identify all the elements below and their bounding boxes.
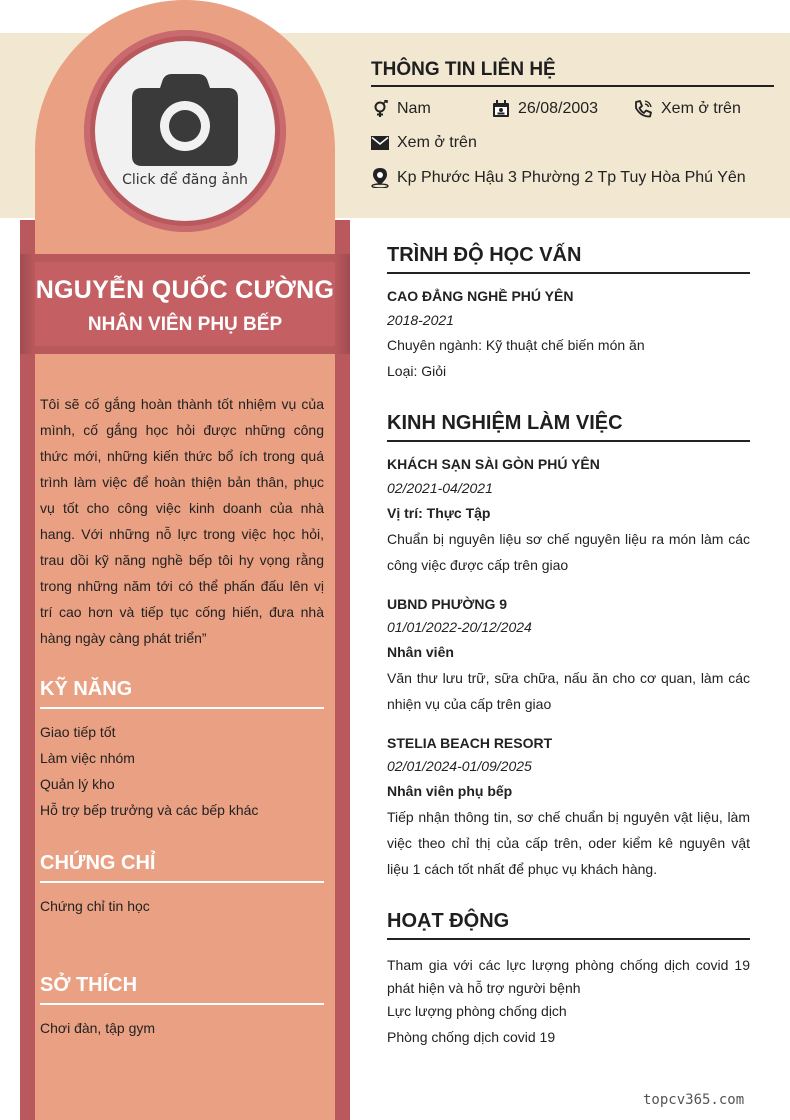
location-pin-icon <box>371 168 389 188</box>
phone-value: Xem ở trên <box>661 100 741 117</box>
job-position: NHÂN VIÊN PHỤ BẾP <box>87 314 283 335</box>
birthday-row <box>492 100 598 118</box>
gender-value: Nam <box>397 100 431 117</box>
career-summary: Tôi sẽ cố gắng hoàn thành tốt nhiệm vụ của mình, cố gắng học hỏi được những công thức mới, những kiến thức bổ ích trong quá trình làm việc để hoàn thiện bản thân, phục vụ tốt cho công việc kinh doanh của nhà hang. Với những nỗ lực trong việc học hỏi, trau dồi kỹ năng nghề bếp tôi hy vọng rằng trong những năm tới có thể phấn đấu lên vị trí cao hơn và tiếp tục cống hiến, đưa nhà hàng ngày càng phát triển” <box>40 396 324 646</box>
activities-heading: HOẠT ĐỘNG <box>387 910 750 940</box>
job-org: KHÁCH SẠN SÀI GÒN PHÚ YÊN <box>387 456 600 472</box>
activity-item: Lực lượng phòng chống dịch <box>387 1003 567 1019</box>
job-role: Nhân viên <box>387 644 454 660</box>
experience-heading: KINH NGHIỆM LÀM VIỆC <box>387 412 750 442</box>
school-name: CAO ĐẲNG NGHỀ PHÚ YÊN <box>387 288 574 304</box>
certificates-heading: CHỨNG CHỈ <box>40 852 324 883</box>
job-period: 02/01/2024-01/09/2025 <box>387 758 532 774</box>
address-row <box>371 168 746 188</box>
certificate-item: Chứng chỉ tin học <box>40 898 150 914</box>
education-major: Chuyên ngành: Kỹ thuật chế biến món ăn <box>387 337 645 353</box>
skill-item: Quản lý kho <box>40 776 115 792</box>
address-value: Kp Phước Hậu 3 Phường 2 Tp Tuy Hòa Phú Yên <box>397 169 746 186</box>
job-description: Văn thư lưu trữ, sữa chữa, nấu ăn cho cơ quan, làm các nhiện vụ của cấp trên giao <box>387 670 750 712</box>
activity-item: Phòng chống dịch covid 19 <box>387 1029 556 1045</box>
activity-item: Tham gia với các lực lượng phòng chống dịch covid 19 phát hiện và hỗ trợ người bệnh <box>387 957 750 996</box>
job-description: Chuẩn bị nguyên liệu sơ chế nguyên liệu ra món làm các công việc được cấp trên giao <box>387 531 750 573</box>
skills-heading: KỸ NĂNG <box>40 678 324 709</box>
skill-item: Làm việc nhóm <box>40 750 135 766</box>
avatar-upload[interactable] <box>96 42 274 220</box>
education-heading: TRÌNH ĐỘ HỌC VẤN <box>387 244 750 274</box>
gender-icon <box>371 100 389 118</box>
contact-heading: THÔNG TIN LIÊN HỆ <box>371 59 774 87</box>
hobby-item: Chơi đàn, tập gym <box>40 1020 156 1036</box>
education-rank: Loại: Giỏi <box>387 363 447 379</box>
birthday-value: 26/08/2003 <box>518 100 599 117</box>
job-role: Nhân viên phụ bếp <box>387 783 513 799</box>
full-name: NGUYỄN QUỐC CƯỜNG <box>35 276 335 304</box>
envelope-icon <box>371 136 389 150</box>
skill-item: Hỗ trợ bếp trưởng và các bếp khác <box>40 802 259 818</box>
job-period: 01/01/2022-20/12/2024 <box>387 619 532 635</box>
watermark-footer: topcv365.com <box>643 1092 745 1108</box>
job-role: Vị trí: Thực Tập <box>387 505 491 521</box>
phone-icon <box>633 100 653 118</box>
calendar-icon <box>492 100 510 118</box>
camera-icon <box>132 74 238 166</box>
email-value: Xem ở trên <box>397 134 477 151</box>
hobbies-heading: SỞ THÍCH <box>40 974 324 1005</box>
upload-caption: Click để đăng ảnh <box>122 172 248 188</box>
job-period: 02/2021-04/2021 <box>387 480 493 496</box>
phone-row <box>633 100 741 118</box>
skill-item: Giao tiếp tốt <box>40 724 116 740</box>
gender-row <box>371 100 431 118</box>
job-org: UBND PHƯỜNG 9 <box>387 596 508 612</box>
education-period: 2018-2021 <box>387 312 454 328</box>
email-row <box>371 134 477 152</box>
job-description: Tiếp nhận thông tin, sơ chế chuẩn bị nguyên vật liệu, làm việc theo chỉ thị của cấp trên, oder kiểm kê nguyên vật liệu 1 cách tốt nhất để phục vụ khách hàng. <box>387 809 750 877</box>
job-org: STELIA BEACH RESORT <box>387 735 553 751</box>
